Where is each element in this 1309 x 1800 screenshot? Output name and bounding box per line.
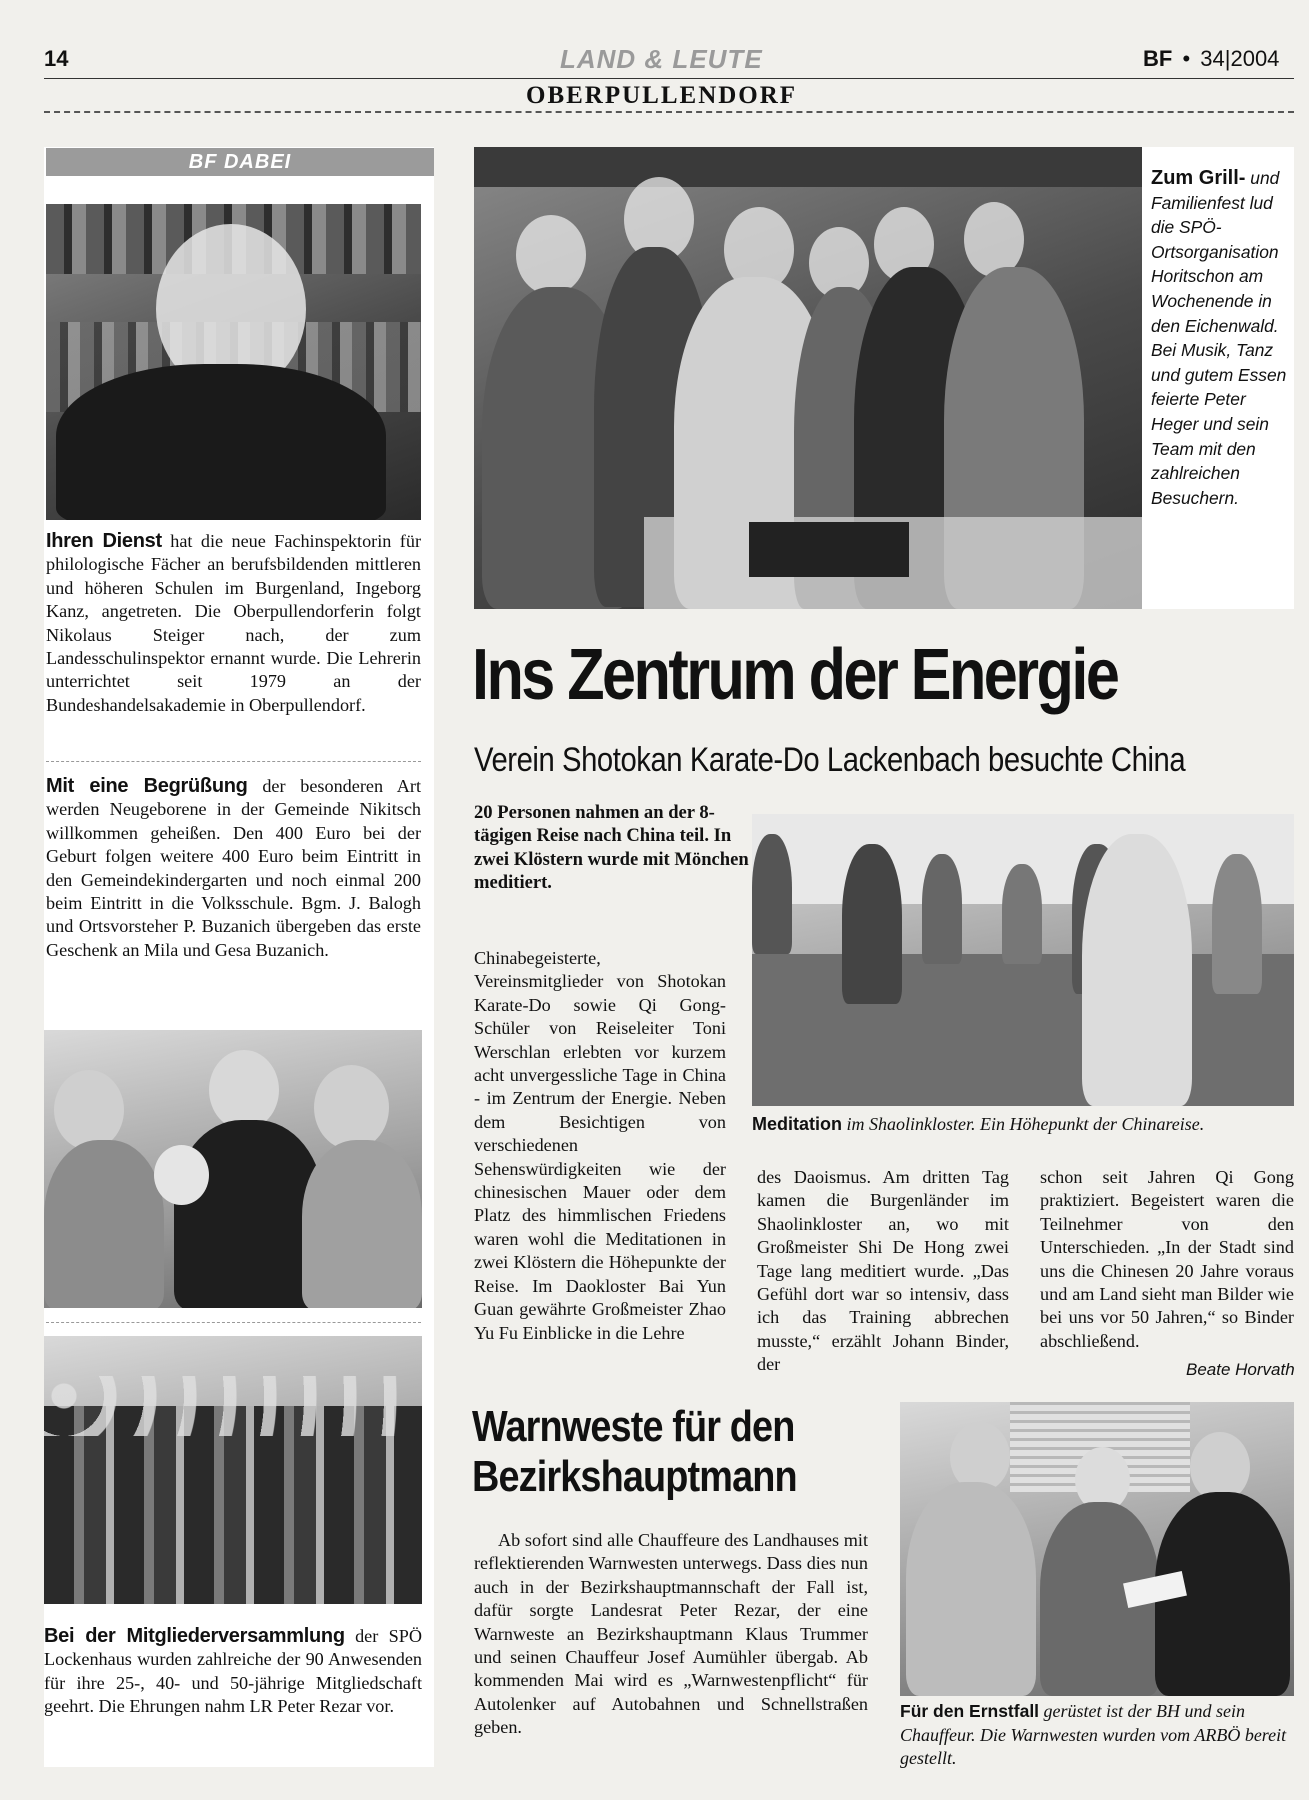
header-rule xyxy=(44,78,1294,79)
article2-text: Ab sofort sind alle Chauffeure des Landhauses mit reflektierenden Warnwesten unterwegs. Dass dies nun auch in der Bezirkshauptmannschaft der Fall ist, dafür sorgte Landesrat Peter Rezar, der eine Warnweste an Bezirkshauptmann Klaus Trummer und seinen Chauffeur Josef Aumühler übergab. Ab kommenden Mai wird es „Warnwestenpflicht“ für Autolenker auf Autobahnen und Schnellstraßen geben. xyxy=(474,1530,868,1738)
sidebar-item-1 xyxy=(46,530,421,717)
issue-number: 34|2004 xyxy=(1200,46,1280,71)
article1-column3: schon seit Jahren Qi Gong praktiziert. Begeistert waren die Teilnehmer von den Unterschieden. „In der Stadt sind uns die Chinesen 20 Jahre voraus und am Land sieht man Bilder wie bei uns vor 50 Jahren,“ so Binder abschließend. xyxy=(1040,1167,1294,1351)
item3-keyword: Bei der Mitgliederversammlung xyxy=(44,1625,345,1647)
region-title: OBERPULLENDORF xyxy=(526,82,798,109)
meditation-caption xyxy=(752,1114,1294,1135)
portrait-photo xyxy=(46,204,421,520)
item1-text: hat die neue Fachinspektorin für philologische Fächer an berufsbildenden mittleren und höheren Schulen im Burgenland, Ingeborg Kanz, angetreten. Die Oberpullendorferin folgt Nikolaus Steiger nach, der zum Landesschulinspektor ernannt wurde. Die Lehrerin unterrichtet seit 1979 an der Bundeshandelsakademie in Oberpullendorf. xyxy=(46,531,421,715)
grill-title: Zum Grill- xyxy=(1151,167,1246,189)
vest-caption-text: gerüstet ist der BH und sein Chauffeur. Die Warnwesten wurden vom ARBÖ bereit gestellt. xyxy=(900,1701,1287,1768)
item2-text: der besonderen Art werden Neugeborene in der Gemeinde Nikitsch willkommen geheißen. Den 400 Euro bei der Geburt folgen weitere 400 Euro beim Eintritt in den Gemeindekindergarten und noch einmal 200 beim Eintritt in die Volksschule. Bgm. J. Balogh und Ortsvorsteher P. Buzanich übergeben das erste Geschenk an Mila und Gesa Buzanich. xyxy=(46,776,422,960)
meditation-caption-text: im Shaolinkloster. Ein Höhepunkt der Chinareise. xyxy=(846,1114,1205,1134)
article1-headline: Ins Zentrum der Energie xyxy=(472,635,1118,715)
item1-keyword: Ihren Dienst xyxy=(46,530,162,552)
meditation-caption-keyword: Meditation xyxy=(752,1114,842,1134)
sidebar-item-3 xyxy=(44,1625,422,1719)
article1-column2: des Daoismus. Am dritten Tag kamen die Burgenländer im Shaolinkloster an, wo mit Großmeister Shi De Hong zwei Tage lang meditiert wurde. „Das Gefühl dort war so intensiv, dass ich das Training abbrechen musste,“ erzählt Johann Binder, der xyxy=(757,1167,1009,1375)
article1-author: Beate Horvath xyxy=(1186,1360,1295,1379)
article1-lead: 20 Personen nahmen an der 8-tägigen Reise nach China teil. In zwei Klöstern wurde mit Mönchen meditiert. xyxy=(474,802,749,894)
grill-text: und Familienfest lud die SPÖ-Ortsorganisation Horitschon am Wochenende in den Eichenwald. Bei Musik, Tanz und gutem Essen feierte Peter Heger und sein Team mit den zahlreichen Besuchern. xyxy=(1151,168,1287,508)
vest-caption xyxy=(900,1700,1294,1771)
baby-gift-photo xyxy=(44,1030,422,1308)
sidebar-item-2 xyxy=(46,775,421,962)
page-number: 14 xyxy=(44,46,69,71)
article2-headline-line1: Warnweste für den xyxy=(472,1402,795,1451)
grill-group-photo xyxy=(474,147,1142,609)
item2-keyword: Mit eine Begrüßung xyxy=(46,775,248,797)
item3-text: der SPÖ Lockenhaus wurden zahlreiche der 90 Anwesenden für ihre 25-, 40- und 50-jährige Mitgliedschaft geehrt. Die Ehrungen nahm LR Peter Rezar vor. xyxy=(44,1626,422,1717)
header-dashed-rule xyxy=(44,111,1294,113)
sidebar-divider-1 xyxy=(46,761,421,762)
article2-headline-line2: Bezirkshauptmann xyxy=(472,1452,797,1501)
section-title: LAND & LEUTE xyxy=(560,44,763,74)
vest-handover-photo xyxy=(900,1402,1294,1696)
brand-logo: BF • 34|2004 xyxy=(1143,46,1280,71)
brand-name: BF xyxy=(1143,46,1173,71)
article1-subheadline: Verein Shotokan Karate-Do Lackenbach besuchte China xyxy=(474,741,1186,779)
sidebar-divider-2 xyxy=(46,1322,421,1323)
vest-caption-keyword: Für den Ernstfall xyxy=(900,1701,1040,1721)
grill-caption-text xyxy=(1151,166,1287,510)
article1-column1: Chinabegeisterte, Vereinsmitglieder von Shotokan Karate-Do sowie Qi Gong-Schüler von Reiseleiter Toni Werschlan erlebten vor kurzem acht unvergessliche Tage in China - im Zentrum der Energie. Neben dem Besichtigen von verschiedenen Sehenswürdigkeiten wie der chinesischen Mauer oder dem Platz des himmlischen Friedens waren wohl die Meditationen in zwei Klöstern die Höhepunkte der Reise. Im Daokloster Bai Yun Guan gewährte Großmeister Zhao Yu Fu Einblicke in die Lehre xyxy=(474,948,726,1343)
sidebar-label: BF DABEI xyxy=(46,148,434,176)
meditation-photo xyxy=(752,814,1294,1106)
members-group-photo xyxy=(44,1336,422,1604)
